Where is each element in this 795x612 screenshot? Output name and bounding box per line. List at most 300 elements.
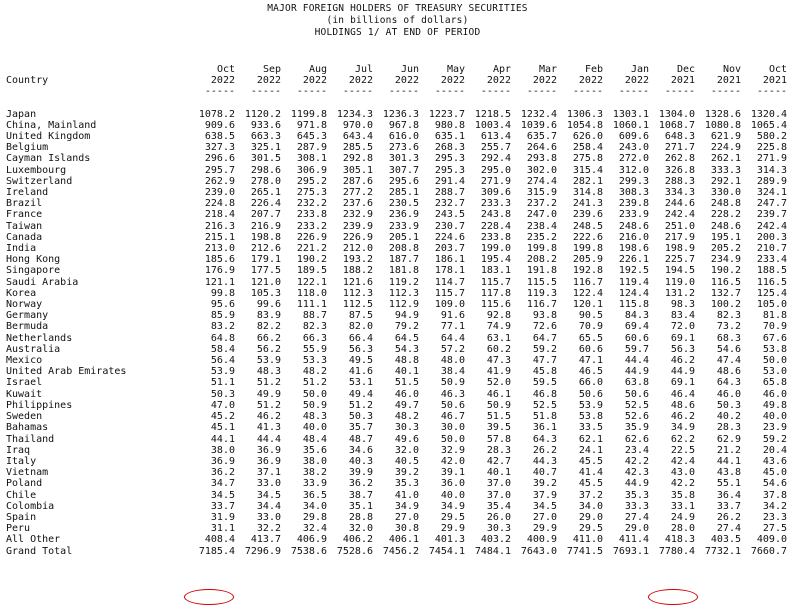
holding-value: 115.5 (526, 276, 557, 288)
holding-value: 616.0 (388, 131, 419, 143)
country-name: Poland (6, 478, 43, 490)
holding-value: 90.5 (578, 310, 603, 322)
country-name: Bahamas (6, 422, 49, 434)
country-name: Australia (6, 343, 61, 355)
holding-value: 1320.4 (750, 108, 787, 120)
holding-value: 33.0 (256, 511, 281, 523)
holding-value: 116.7 (572, 276, 603, 288)
holding-value: 7538.6 (290, 545, 327, 557)
holding-value: 40.1 (486, 467, 511, 479)
column-header-year: 2022 (348, 75, 373, 87)
holding-value: 34.9 (394, 500, 419, 512)
holding-value: 1003.4 (474, 119, 511, 131)
column-header-rule: ----- (388, 86, 419, 98)
holding-value: 411.0 (572, 534, 603, 546)
holding-value: 64.3 (532, 433, 557, 445)
holding-value: 1234.3 (336, 108, 373, 120)
holding-value: 224.8 (204, 198, 235, 210)
holding-value: 306.9 (296, 164, 327, 176)
table-row (6, 490, 787, 501)
holding-value: 334.3 (664, 187, 695, 199)
holding-value: 638.5 (204, 131, 235, 143)
holding-value: 56.4 (210, 355, 235, 367)
table-row (6, 546, 787, 557)
holding-value: 237.2 (526, 198, 557, 210)
holding-value: 52.5 (624, 399, 649, 411)
holding-value: 28.0 (670, 523, 695, 535)
holding-value: 26.0 (486, 511, 511, 523)
holding-value: 53.9 (256, 355, 281, 367)
holding-value: 36.1 (532, 422, 557, 434)
holding-value: 46.7 (440, 411, 465, 423)
holding-value: 39.5 (486, 422, 511, 434)
holding-value: 45.5 (578, 455, 603, 467)
holding-value: 87.5 (348, 310, 373, 322)
country-name: Kuwait (6, 388, 43, 400)
holding-value: 287.6 (342, 175, 373, 187)
table-row (6, 467, 787, 478)
column-header-month: Oct (768, 64, 787, 75)
table-row (6, 131, 787, 142)
holding-value: 66.2 (256, 332, 281, 344)
holding-value: 295.7 (204, 164, 235, 176)
holding-value: 232.9 (342, 209, 373, 221)
holding-value: 192.5 (618, 265, 649, 277)
holding-value: 24.9 (670, 511, 695, 523)
holding-value: 48.0 (440, 355, 465, 367)
holding-value: 200.3 (756, 231, 787, 243)
holding-value: 41.6 (348, 366, 373, 378)
holding-value: 1303.1 (612, 108, 649, 120)
holding-value: 37.1 (256, 467, 281, 479)
highlight-circle-grand-total-oct-2022 (184, 589, 234, 605)
holding-value: 50.9 (440, 377, 465, 389)
holding-value: 409.0 (756, 534, 787, 546)
holding-value: 29.9 (532, 523, 557, 535)
holding-value: 967.8 (388, 119, 419, 131)
holding-value: 242.4 (664, 209, 695, 221)
holding-value: 40.5 (394, 455, 419, 467)
table-row (6, 445, 787, 456)
holding-value: 298.6 (250, 164, 281, 176)
holding-value: 112.3 (388, 287, 419, 299)
holding-value: 183.1 (480, 265, 511, 277)
holding-value: 980.8 (434, 119, 465, 131)
holding-value: 292.8 (342, 153, 373, 165)
holding-value: 20.4 (762, 444, 787, 456)
table-row (6, 478, 787, 489)
holding-value: 645.3 (296, 131, 327, 143)
holding-value: 272.0 (618, 153, 649, 165)
table-row (6, 512, 787, 523)
holding-value: 53.3 (302, 355, 327, 367)
table-row (6, 456, 787, 467)
holding-value: 23.4 (624, 444, 649, 456)
holding-value: 33.7 (210, 500, 235, 512)
holding-value: 83.9 (256, 310, 281, 322)
table-row (6, 187, 787, 198)
holding-value: 305.1 (342, 164, 373, 176)
holding-value: 418.3 (664, 534, 695, 546)
country-name: Korea (6, 287, 37, 299)
holding-value: 51.2 (256, 399, 281, 411)
country-name: Peru (6, 523, 31, 535)
holding-value: 333.3 (710, 164, 741, 176)
holding-value: 42.7 (486, 455, 511, 467)
holding-value: 224.9 (710, 142, 741, 154)
holding-value: 43.0 (670, 467, 695, 479)
holding-value: 7693.1 (612, 545, 649, 557)
holding-value: 235.2 (526, 231, 557, 243)
holding-value: 247.0 (526, 209, 557, 221)
holding-value: 73.2 (716, 321, 741, 333)
holding-value: 66.0 (578, 377, 603, 389)
holding-value: 198.6 (618, 243, 649, 255)
table-row (6, 165, 787, 176)
holding-value: 35.8 (670, 489, 695, 501)
country-name: Taiwan (6, 220, 43, 232)
holding-value: 50.3 (348, 411, 373, 423)
column-header-rule: ----- (664, 86, 695, 98)
table-row (6, 277, 787, 288)
table-row (6, 321, 787, 332)
holding-value: 60.2 (486, 343, 511, 355)
holding-value: 1306.3 (566, 108, 603, 120)
holding-value: 226.9 (342, 231, 373, 243)
holding-value: 98.3 (670, 299, 695, 311)
holding-value: 411.4 (618, 534, 649, 546)
holding-value: 44.4 (624, 355, 649, 367)
table-row (6, 142, 787, 153)
holding-value: 56.3 (348, 343, 373, 355)
holding-value: 401.3 (434, 534, 465, 546)
country-name: Canada (6, 231, 43, 243)
holding-value: 230.7 (434, 220, 465, 232)
holding-value: 285.5 (342, 142, 373, 154)
holding-value: 46.2 (256, 411, 281, 423)
country-name: Sweden (6, 411, 43, 423)
holding-value: 37.8 (762, 489, 787, 501)
holding-value: 66.3 (302, 332, 327, 344)
holding-value: 262.1 (710, 153, 741, 165)
holding-value: 241.3 (572, 198, 603, 210)
holding-value: 44.9 (624, 478, 649, 490)
holding-value: 54.6 (762, 478, 787, 490)
holding-value: 46.2 (670, 355, 695, 367)
holding-value: 199.0 (480, 243, 511, 255)
holding-value: 48.7 (348, 433, 373, 445)
holding-value: 114.7 (434, 276, 465, 288)
holding-value: 120.1 (572, 299, 603, 311)
holding-value: 62.2 (670, 433, 695, 445)
holding-value: 41.3 (256, 422, 281, 434)
table-row (6, 333, 787, 344)
holding-value: 243.0 (618, 142, 649, 154)
holding-value: 208.2 (526, 254, 557, 266)
holding-value: 40.0 (762, 411, 787, 423)
holding-value: 191.8 (526, 265, 557, 277)
holding-value: 42.2 (624, 455, 649, 467)
holding-value: 225.7 (664, 254, 695, 266)
holding-value: 194.5 (664, 265, 695, 277)
column-header-rule: ----- (204, 86, 235, 98)
holding-value: 105.3 (250, 287, 281, 299)
holding-value: 315.4 (572, 164, 603, 176)
holding-value: 325.1 (250, 142, 281, 154)
holding-value: 42.0 (440, 455, 465, 467)
table-row (6, 422, 787, 433)
holding-value: 289.9 (756, 175, 787, 187)
holding-value: 121.0 (250, 276, 281, 288)
column-header-year: 2022 (394, 75, 419, 87)
holding-value: 307.7 (388, 164, 419, 176)
holding-value: 635.7 (526, 131, 557, 143)
holding-value: 648.3 (664, 131, 695, 143)
holding-value: 42.2 (670, 478, 695, 490)
holding-value: 115.8 (618, 299, 649, 311)
holding-value: 35.3 (624, 489, 649, 501)
holding-value: 326.8 (664, 164, 695, 176)
holding-value: 46.1 (486, 388, 511, 400)
holding-value: 50.6 (624, 388, 649, 400)
holding-value: 1304.0 (658, 108, 695, 120)
table-row (6, 288, 787, 299)
holding-value: 262.9 (204, 175, 235, 187)
holding-value: 308.1 (296, 153, 327, 165)
holding-value: 22.5 (670, 444, 695, 456)
holding-value: 50.9 (302, 399, 327, 411)
column-header-month: Jun (400, 64, 419, 75)
holding-value: 40.0 (302, 422, 327, 434)
holding-value: 46.2 (670, 411, 695, 423)
holding-value: 217.9 (664, 231, 695, 243)
holding-value: 79.2 (394, 321, 419, 333)
table-row (6, 120, 787, 131)
holding-value: 282.1 (572, 175, 603, 187)
holding-value: 403.5 (710, 534, 741, 546)
holding-value: 39.1 (440, 467, 465, 479)
holding-value: 53.9 (578, 399, 603, 411)
holding-value: 45.2 (210, 411, 235, 423)
report-units: (in billions of dollars) (326, 15, 469, 26)
holding-value: 65.8 (762, 377, 787, 389)
holding-value: 248.6 (710, 220, 741, 232)
holding-value: 233.8 (296, 209, 327, 221)
holding-value: 115.7 (434, 287, 465, 299)
holding-value: 46.0 (762, 388, 787, 400)
holding-value: 33.1 (670, 500, 695, 512)
holding-value: 233.9 (388, 220, 419, 232)
holding-value: 216.9 (250, 220, 281, 232)
holding-value: 33.9 (302, 478, 327, 490)
holding-value: 35.4 (486, 500, 511, 512)
holding-value: 176.9 (204, 265, 235, 277)
holding-value: 40.7 (532, 467, 557, 479)
column-header-year: 2022 (256, 75, 281, 87)
holding-value: 189.5 (296, 265, 327, 277)
holding-value: 27.0 (394, 511, 419, 523)
holding-value: 59.2 (532, 343, 557, 355)
holding-value: 83.2 (210, 321, 235, 333)
holding-value: 45.8 (532, 366, 557, 378)
holding-value: 51.2 (256, 377, 281, 389)
holding-value: 248.6 (618, 220, 649, 232)
holding-value: 33.7 (716, 500, 741, 512)
holding-value: 32.4 (302, 523, 327, 535)
holding-value: 36.2 (348, 478, 373, 490)
holding-value: 34.5 (256, 489, 281, 501)
holding-value: 7185.4 (198, 545, 235, 557)
country-name: Cayman Islands (6, 153, 91, 165)
holding-value: 68.3 (716, 332, 741, 344)
holding-value: 268.3 (434, 142, 465, 154)
holding-value: 413.7 (250, 534, 281, 546)
holding-value: 192.8 (572, 265, 603, 277)
holding-value: 50.6 (440, 399, 465, 411)
holding-value: 40.0 (440, 489, 465, 501)
holding-value: 53.8 (578, 411, 603, 423)
holding-value: 198.9 (664, 243, 695, 255)
holding-value: 663.3 (250, 131, 281, 143)
holding-value: 72.0 (670, 321, 695, 333)
holding-value: 50.3 (716, 399, 741, 411)
holding-value: 216.3 (204, 220, 235, 232)
holding-value: 46.8 (532, 388, 557, 400)
holding-value: 643.4 (342, 131, 373, 143)
holding-value: 56.2 (256, 343, 281, 355)
holding-value: 34.0 (302, 500, 327, 512)
country-name: Israel (6, 377, 43, 389)
holding-value: 7780.4 (658, 545, 695, 557)
holding-value: 82.2 (256, 321, 281, 333)
holding-value: 324.1 (756, 187, 787, 199)
holding-value: 28.8 (348, 511, 373, 523)
holding-value: 95.6 (210, 299, 235, 311)
country-name: China, Mainland (6, 119, 97, 131)
column-header-rule: ----- (342, 86, 373, 98)
holding-value: 7643.0 (520, 545, 557, 557)
holding-value: 29.8 (302, 511, 327, 523)
holdings-table (6, 64, 787, 557)
holding-value: 265.1 (250, 187, 281, 199)
holding-value: 29.0 (624, 523, 649, 535)
holding-value: 34.4 (256, 500, 281, 512)
holding-value: 7456.2 (382, 545, 419, 557)
table-row (6, 355, 787, 366)
holding-value: 47.0 (210, 399, 235, 411)
holding-value: 274.4 (526, 175, 557, 187)
holding-value: 44.9 (670, 366, 695, 378)
holding-value: 50.0 (762, 355, 787, 367)
holding-value: 116.5 (710, 276, 741, 288)
holding-value: 35.1 (348, 500, 373, 512)
holding-value: 51.1 (210, 377, 235, 389)
country-name: France (6, 209, 43, 221)
holding-value: 188.5 (756, 265, 787, 277)
holding-value: 271.9 (756, 153, 787, 165)
holding-value: 193.2 (342, 254, 373, 266)
holding-value: 38.4 (440, 366, 465, 378)
holding-value: 69.1 (670, 332, 695, 344)
holding-value: 7454.1 (428, 545, 465, 557)
holding-value: 230.5 (388, 198, 419, 210)
holding-value: 45.0 (762, 467, 787, 479)
holding-value: 53.9 (210, 366, 235, 378)
holding-value: 36.9 (256, 455, 281, 467)
table-row (6, 109, 787, 120)
holding-value: 48.8 (394, 355, 419, 367)
holding-value: 66.4 (348, 332, 373, 344)
table-row (6, 310, 787, 321)
country-name: Japan (6, 108, 37, 120)
holding-value: 1068.7 (658, 119, 695, 131)
holding-value: 39.2 (532, 478, 557, 490)
holding-value: 59.5 (532, 377, 557, 389)
holding-value: 971.8 (296, 119, 327, 131)
holding-value: 51.8 (532, 411, 557, 423)
country-name: Spain (6, 511, 37, 523)
holding-value: 34.0 (578, 500, 603, 512)
holding-value: 31.9 (210, 511, 235, 523)
holding-value: 119.4 (618, 276, 649, 288)
holding-value: 51.5 (486, 411, 511, 423)
holding-value: 23.9 (762, 422, 787, 434)
holding-value: 178.1 (434, 265, 465, 277)
holding-value: 81.8 (762, 310, 787, 322)
holding-value: 46.3 (440, 388, 465, 400)
holding-value: 285.1 (388, 187, 419, 199)
holding-value: 50.9 (486, 399, 511, 411)
holding-value: 234.9 (710, 254, 741, 266)
holding-value: 105.0 (756, 299, 787, 311)
holding-value: 47.1 (578, 355, 603, 367)
holding-value: 47.4 (716, 355, 741, 367)
holding-value: 626.0 (572, 131, 603, 143)
holding-value: 36.0 (440, 478, 465, 490)
holding-value: 292.1 (710, 175, 741, 187)
table-row (6, 377, 787, 388)
holding-value: 28.3 (486, 444, 511, 456)
holding-value: 228.4 (480, 220, 511, 232)
holding-value: 247.7 (756, 198, 787, 210)
holding-value: 621.9 (710, 131, 741, 143)
column-header-rule: ----- (572, 86, 603, 98)
holding-value: 99.6 (256, 299, 281, 311)
holding-value: 212.6 (250, 243, 281, 255)
country-name: Philippines (6, 399, 73, 411)
holding-value: 46.0 (394, 388, 419, 400)
holding-value: 119.0 (664, 276, 695, 288)
holding-value: 49.7 (394, 399, 419, 411)
column-header-month: Aug (308, 64, 327, 75)
holding-value: 82.0 (348, 321, 373, 333)
holding-value: 7528.6 (336, 545, 373, 557)
holding-value: 88.7 (302, 310, 327, 322)
holding-value: 239.0 (204, 187, 235, 199)
holding-value: 48.6 (670, 399, 695, 411)
holding-value: 635.1 (434, 131, 465, 143)
holding-value: 30.3 (394, 422, 419, 434)
holding-value: 239.9 (342, 220, 373, 232)
country-name: Bermuda (6, 321, 49, 333)
column-header-rule: ----- (710, 86, 741, 98)
holding-value: 1080.8 (704, 119, 741, 131)
holding-value: 1218.5 (474, 108, 511, 120)
holding-value: 117.8 (480, 287, 511, 299)
holding-value: 1232.4 (520, 108, 557, 120)
column-header-month: Jul (354, 64, 373, 75)
holding-value: 233.8 (480, 231, 511, 243)
